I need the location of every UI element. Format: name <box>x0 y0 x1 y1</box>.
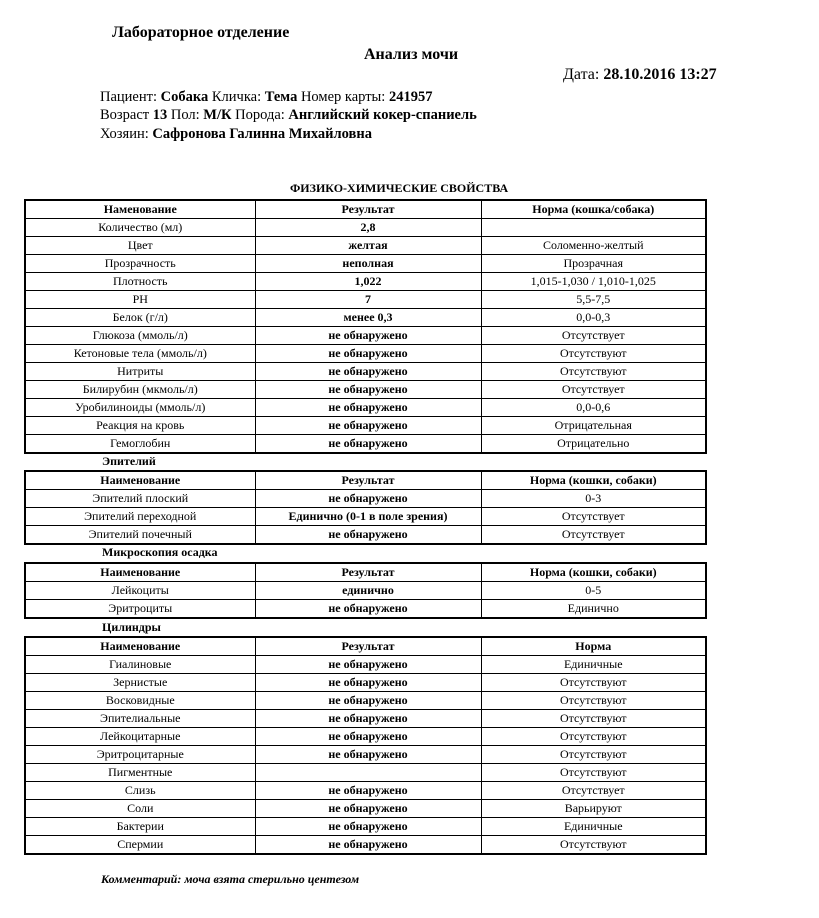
table-row <box>25 417 706 435</box>
date-line <box>563 66 717 84</box>
table-row <box>25 399 706 417</box>
row-norm: Единично <box>481 600 706 619</box>
date-label: Дата: <box>563 66 600 83</box>
row-label: Реакция на кровь <box>25 417 255 435</box>
row-norm: Отсутствует <box>481 782 706 800</box>
row-norm: Отрицательная <box>481 417 706 435</box>
table-row <box>25 255 706 273</box>
row-label: Слизь <box>25 782 255 800</box>
row-norm: Отсутствуют <box>481 674 706 692</box>
row-label: Зернистые <box>25 674 255 692</box>
table-row <box>25 600 706 619</box>
column-header: Наименование <box>25 637 255 656</box>
table-row <box>25 327 706 345</box>
table-row <box>25 836 706 855</box>
column-header: Наименование <box>25 471 255 490</box>
column-header: Наименование <box>25 563 255 582</box>
row-label: Прозрачность <box>25 255 255 273</box>
row-norm: 1,015-1,030 / 1,010-1,025 <box>481 273 706 291</box>
row-result: 7 <box>255 291 481 309</box>
row-label: Белок (г/л) <box>25 309 255 327</box>
table-row <box>25 219 706 237</box>
row-label: Кетоновые тела (ммоль/л) <box>25 345 255 363</box>
table-row <box>25 728 706 746</box>
column-header: Норма <box>481 637 706 656</box>
patient-sex: М/К <box>203 107 232 123</box>
row-norm: Соломенно-желтый <box>481 237 706 255</box>
row-norm: 0-3 <box>481 490 706 508</box>
row-result: не обнаружено <box>255 417 481 435</box>
age-line <box>100 107 477 124</box>
patient-label: Пациент: <box>100 89 157 105</box>
age-label: Возраст <box>100 107 150 123</box>
breed-label: Порода: <box>235 107 285 123</box>
table-row <box>25 435 706 454</box>
row-result: единично <box>255 582 481 600</box>
table-row <box>25 782 706 800</box>
table-header-row <box>25 637 706 656</box>
section-title-microscopy: Микроскопия осадка <box>102 545 218 559</box>
row-result: не обнаружено <box>255 818 481 836</box>
row-label: Лейкоцитарные <box>25 728 255 746</box>
section-title-physical: ФИЗИКО-ХИМИЧЕСКИЕ СВОЙСТВА <box>290 181 509 195</box>
row-result: не обнаружено <box>255 363 481 381</box>
row-result: 2,8 <box>255 219 481 237</box>
row-result: не обнаружено <box>255 692 481 710</box>
row-result: не обнаружено <box>255 435 481 454</box>
table-header-row <box>25 563 706 582</box>
row-norm: Отсутствуют <box>481 746 706 764</box>
row-label: Эпителий переходной <box>25 508 255 526</box>
row-result: не обнаружено <box>255 710 481 728</box>
row-norm: Отсутствуют <box>481 345 706 363</box>
row-result: неполная <box>255 255 481 273</box>
row-label: Глюкоза (ммоль/л) <box>25 327 255 345</box>
page-title: Анализ мочи <box>364 46 459 63</box>
section-title-cylinders: Цилиндры <box>102 620 161 634</box>
table-row <box>25 674 706 692</box>
table-row <box>25 656 706 674</box>
row-result: не обнаружено <box>255 782 481 800</box>
table-row <box>25 490 706 508</box>
row-norm: Отсутствует <box>481 508 706 526</box>
row-result: не обнаружено <box>255 490 481 508</box>
table-row <box>25 363 706 381</box>
table-row <box>25 381 706 399</box>
row-label: Гемоглобин <box>25 435 255 454</box>
row-norm: Отсутствуют <box>481 764 706 782</box>
row-result: не обнаружено <box>255 381 481 399</box>
owner-name: Сафронова Галинна Михайловна <box>152 126 372 142</box>
column-header: Результат <box>255 637 481 656</box>
table-row <box>25 291 706 309</box>
table-row <box>25 800 706 818</box>
row-label: Уробилиноиды (ммоль/л) <box>25 399 255 417</box>
row-label: Восковидные <box>25 692 255 710</box>
owner-label: Хозяин: <box>100 126 149 142</box>
row-norm: Отсутствует <box>481 381 706 399</box>
column-header: Норма (кошка/собака) <box>481 200 706 219</box>
row-result <box>255 764 481 782</box>
card-label: Номер карты: <box>300 89 386 105</box>
column-header: Норма (кошки, собаки) <box>481 563 706 582</box>
row-result: не обнаружено <box>255 746 481 764</box>
row-label: Лейкоциты <box>25 582 255 600</box>
row-label: Соли <box>25 800 255 818</box>
table-row <box>25 508 706 526</box>
row-label: Эпителиальные <box>25 710 255 728</box>
table-row <box>25 345 706 363</box>
row-norm: 0,0-0,3 <box>481 309 706 327</box>
patient-age: 13 <box>152 107 168 123</box>
row-result: Единично (0-1 в поле зрения) <box>255 508 481 526</box>
row-result: не обнаружено <box>255 600 481 619</box>
row-norm: Прозрачная <box>481 255 706 273</box>
row-label: Гиалиновые <box>25 656 255 674</box>
row-label: Количество (мл) <box>25 219 255 237</box>
patient-species: Собака <box>160 89 209 105</box>
row-norm: Варьируют <box>481 800 706 818</box>
row-result: менее 0,3 <box>255 309 481 327</box>
row-norm: Отсутствуют <box>481 728 706 746</box>
row-label: Плотность <box>25 273 255 291</box>
row-label: Эпителий почечный <box>25 526 255 545</box>
row-norm: Отсутствует <box>481 526 706 545</box>
column-header: Результат <box>255 563 481 582</box>
department-title: Лабораторное отделение <box>112 24 290 41</box>
row-norm: Отсутствуют <box>481 836 706 855</box>
row-result: не обнаружено <box>255 656 481 674</box>
column-header: Наменование <box>25 200 255 219</box>
row-norm <box>481 219 706 237</box>
row-norm: Единичные <box>481 818 706 836</box>
row-norm: Отсутствуют <box>481 692 706 710</box>
row-result: не обнаружено <box>255 836 481 855</box>
row-label: Спермии <box>25 836 255 855</box>
patient-line <box>100 89 432 106</box>
row-result: не обнаружено <box>255 345 481 363</box>
table-row <box>25 764 706 782</box>
row-label: Пигментные <box>25 764 255 782</box>
row-result: не обнаружено <box>255 800 481 818</box>
row-norm: Отрицательно <box>481 435 706 454</box>
table-row <box>25 309 706 327</box>
table-header-row <box>25 471 706 490</box>
row-norm: Отсутствуют <box>481 363 706 381</box>
row-result: не обнаружено <box>255 728 481 746</box>
row-label: Эритроциты <box>25 600 255 619</box>
table-row <box>25 818 706 836</box>
row-label: Цвет <box>25 237 255 255</box>
date-value: 28.10.2016 13:27 <box>603 66 717 83</box>
row-label: Эпителий плоский <box>25 490 255 508</box>
sex-label: Пол: <box>170 107 200 123</box>
table-row <box>25 582 706 600</box>
row-norm: 0-5 <box>481 582 706 600</box>
row-label: PH <box>25 291 255 309</box>
table-row <box>25 273 706 291</box>
column-header: Результат <box>255 471 481 490</box>
row-norm: Отсутствует <box>481 327 706 345</box>
microscopy-table <box>24 562 707 619</box>
row-norm: 5,5-7,5 <box>481 291 706 309</box>
row-label: Билирубин (мкмоль/л) <box>25 381 255 399</box>
row-result: не обнаружено <box>255 327 481 345</box>
row-result: 1,022 <box>255 273 481 291</box>
table-row <box>25 692 706 710</box>
row-label: Нитриты <box>25 363 255 381</box>
physical-table <box>24 199 707 454</box>
table-row <box>25 710 706 728</box>
row-result: не обнаружено <box>255 674 481 692</box>
row-result: не обнаружено <box>255 526 481 545</box>
row-norm: 0,0-0,6 <box>481 399 706 417</box>
cylinders-table <box>24 636 707 855</box>
owner-line <box>100 126 372 143</box>
comment: Комментарий: моча взята стерильно центезом <box>101 872 360 886</box>
table-row <box>25 526 706 545</box>
row-label: Эритроцитарные <box>25 746 255 764</box>
epithelium-table <box>24 470 707 545</box>
name-label: Кличка: <box>211 89 262 105</box>
row-norm: Единичные <box>481 656 706 674</box>
column-header: Результат <box>255 200 481 219</box>
card-number: 241957 <box>388 89 433 105</box>
patient-name: Тема <box>264 89 298 105</box>
column-header: Норма (кошки, собаки) <box>481 471 706 490</box>
patient-breed: Английский кокер-спаниель <box>288 107 477 123</box>
row-result: не обнаружено <box>255 399 481 417</box>
table-row <box>25 237 706 255</box>
row-label: Бактерии <box>25 818 255 836</box>
section-title-epithelium: Эпителий <box>102 454 156 468</box>
table-header-row <box>25 200 706 219</box>
table-row <box>25 746 706 764</box>
row-result: желтая <box>255 237 481 255</box>
row-norm: Отсутствуют <box>481 710 706 728</box>
